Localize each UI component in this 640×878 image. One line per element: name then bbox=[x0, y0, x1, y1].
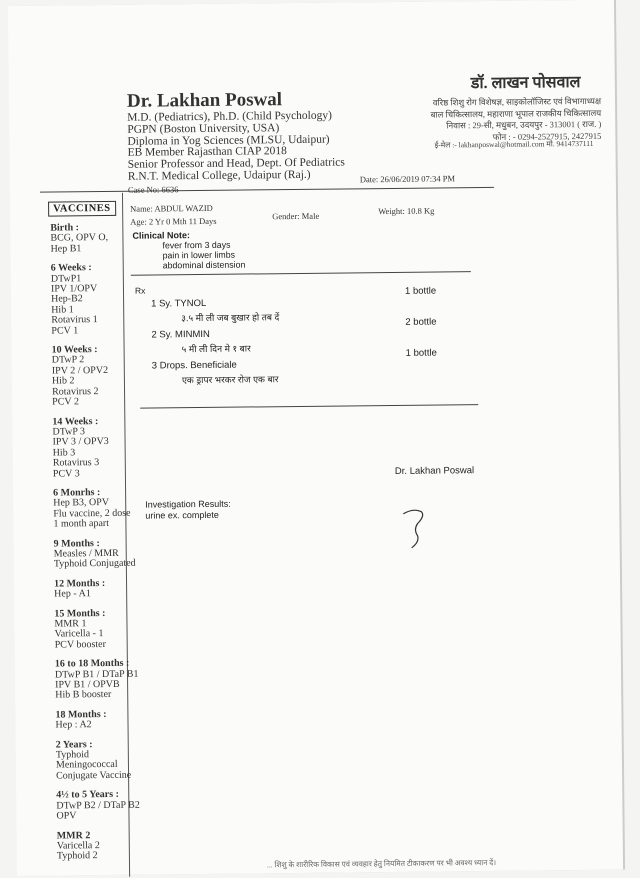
vaccine-item: Typhoid 2 bbox=[56, 850, 98, 862]
investigation-title: Investigation Results: bbox=[145, 498, 231, 510]
patient-age: Age: 2 Yr 0 Mth 11 Days bbox=[130, 215, 217, 227]
vaccine-item: IPV 2 / OPV2 bbox=[51, 364, 109, 377]
medicine-quantity: 1 bottle bbox=[404, 285, 437, 297]
clinical-note-line: fever from 3 days bbox=[162, 239, 231, 251]
vaccine-item: Hib 3 bbox=[52, 447, 76, 459]
hindi-line: फोन : - 0294-2527915, 2427915 bbox=[492, 130, 602, 142]
vaccine-item: PCV 2 bbox=[52, 396, 79, 408]
vaccine-item: PCV 1 bbox=[51, 324, 79, 337]
footer-note: ... शिशु के शारीरिक विकास एवं व्यवहार हेतु नियमित टीकाकरण पर भी अवश्य ध्यान दें। bbox=[266, 857, 497, 870]
vaccine-group-heading: 6 Weeks : bbox=[50, 262, 92, 274]
vaccine-item: MMR 1 bbox=[54, 618, 87, 630]
medicine-quantity: 1 bottle bbox=[405, 347, 437, 359]
vaccine-item: Varicella - 1 bbox=[54, 628, 104, 640]
visit-date: Date: 26/06/2019 07:34 PM bbox=[359, 173, 456, 185]
vaccine-group-heading: 2 Years : bbox=[55, 738, 93, 751]
hindi-line: वरिष्ठ शिशु रोग विशेषज्ञ, साइकोलॉजिस्ट एवं विभागाध्यक्ष bbox=[432, 95, 602, 108]
vaccine-group-heading: 10 Weeks : bbox=[51, 344, 98, 356]
vaccine-group bbox=[56, 739, 168, 782]
vaccine-item: Hib 1 bbox=[51, 304, 74, 316]
vaccine-item: PCV 3 bbox=[52, 467, 80, 480]
vaccine-item: DTwP1 bbox=[50, 272, 82, 285]
vaccine-item: DTwP B2 / DTaP B2 bbox=[56, 799, 140, 812]
vaccine-item: Varicella 2 bbox=[56, 839, 100, 852]
vaccine-group-heading: MMR 2 bbox=[56, 829, 91, 842]
qualification-line: R.N.T. Medical College, Udaipur (Raj.) bbox=[127, 168, 311, 183]
clinical-note-line: abdominal distension bbox=[162, 259, 246, 271]
qualification-line: Diploma in Yog Sciences (MLSU, Udaipur) bbox=[127, 133, 330, 148]
vaccine-item: Flu vaccine, 2 dose bbox=[53, 507, 131, 520]
clinical-note-line: pain in lower limbs bbox=[162, 249, 236, 261]
vaccine-item: PCV booster bbox=[54, 638, 106, 651]
vaccine-group-heading: 16 to 18 Months : bbox=[54, 657, 130, 670]
signature-name: Dr. Lakhan Poswal bbox=[394, 465, 475, 477]
doctor-name: Dr. Lakhan Poswal bbox=[126, 89, 283, 112]
clinical-note-title: Clinical Note: bbox=[132, 230, 190, 241]
qualification-line: EB Member Rajasthan CIAP 2018 bbox=[127, 145, 287, 160]
vaccine-group-heading: 4½ to 5 Years : bbox=[56, 789, 119, 801]
doctor-qualifications bbox=[127, 110, 358, 183]
vaccine-item: Hib B booster bbox=[55, 689, 112, 701]
header-divider bbox=[40, 187, 494, 193]
vaccine-item: Meningococcal bbox=[55, 759, 118, 772]
vaccine-item: Typhoid Conjugated bbox=[53, 558, 136, 570]
qualification-line: PGPN (Boston University, USA) bbox=[127, 121, 280, 136]
vaccine-item: IPV 1/OPV bbox=[50, 283, 98, 295]
vaccine-item: BCG, OPV O, bbox=[50, 232, 109, 244]
vaccine-group bbox=[57, 830, 169, 862]
vaccine-item: IPV B1 / OPVB bbox=[55, 678, 120, 691]
vaccine-group bbox=[54, 578, 166, 600]
prescription-divider bbox=[140, 404, 478, 409]
doctor-name-hindi: डॉ. लाखन पोसवाल bbox=[470, 74, 581, 93]
vaccine-item: Rotavirus 1 bbox=[51, 314, 98, 326]
contact-line: ई-मेल :- lakhanposwal@hotmail.com मो. 9414737111 bbox=[434, 138, 594, 150]
vaccine-item: 1 month apart bbox=[53, 518, 110, 530]
vaccine-item: Rotavirus 2 bbox=[51, 385, 99, 398]
vaccine-item: Conjugate Vaccine bbox=[56, 769, 132, 782]
vaccine-item: Hep B1 bbox=[50, 243, 82, 255]
rx-label: Rx bbox=[134, 285, 146, 296]
qualification-line: M.D. (Pediatrics), Ph.D. (Child Psychology) bbox=[127, 109, 332, 124]
vaccine-item: Typhoid bbox=[55, 749, 90, 761]
clinical-notes bbox=[162, 240, 245, 271]
vaccine-group bbox=[55, 659, 167, 702]
vaccine-item: Hep : A2 bbox=[55, 719, 92, 731]
hindi-line: बाल चिकित्सालय, महाराणा भूपाल राजकीय चिकित्सालय bbox=[430, 107, 602, 120]
vaccine-item: IPV 3 / OPV3 bbox=[52, 436, 109, 448]
vaccine-item: Hep - A1 bbox=[54, 588, 91, 600]
vaccine-group bbox=[52, 344, 165, 408]
vaccines-title: VACCINES bbox=[48, 201, 116, 217]
investigation-value: urine ex. complete bbox=[145, 509, 219, 521]
vaccine-group-heading: 14 Weeks : bbox=[52, 415, 99, 428]
vaccine-group bbox=[52, 416, 165, 480]
vaccine-group bbox=[54, 538, 166, 570]
medicine-name: 1 Sy. TYNOL bbox=[151, 297, 207, 310]
medicine-quantity: 2 bottle bbox=[405, 316, 437, 328]
vaccine-group-heading: 12 Months : bbox=[53, 577, 106, 590]
medicine-dosage: एक ड्रापर भरकर रोज एक बार bbox=[181, 374, 279, 386]
signature-mark-icon bbox=[397, 504, 433, 550]
vaccine-group-heading: Birth : bbox=[50, 222, 79, 234]
clinical-divider bbox=[131, 271, 471, 276]
vaccine-item: Measles / MMR bbox=[53, 547, 119, 560]
vaccine-item: DTwP 3 bbox=[52, 426, 86, 438]
vaccine-item: Hep-B2 bbox=[51, 293, 83, 306]
vaccine-item: DTwP 2 bbox=[51, 354, 85, 367]
vaccine-item: DTwP B1 / DTaP B1 bbox=[54, 668, 139, 681]
medicine-name: 3 Drops. Beneficiale bbox=[151, 359, 237, 372]
vaccine-item: OPV bbox=[56, 810, 77, 822]
medicine-dosage: ३.५ मी ली जब बुखार हो तब दें bbox=[181, 312, 280, 324]
vaccine-group-heading: 6 Monrhs : bbox=[53, 486, 101, 499]
patient-weight: Weight: 10.8 Kg bbox=[378, 205, 435, 217]
vaccine-item: Rotavirus 3 bbox=[52, 457, 100, 469]
vaccine-group-heading: 18 Months : bbox=[55, 708, 107, 721]
vaccine-item: Hep B3, OPV bbox=[53, 497, 110, 509]
vaccine-group bbox=[54, 608, 166, 651]
patient-gender: Gender: Male bbox=[272, 210, 320, 222]
vaccine-group bbox=[56, 790, 168, 822]
vaccine-item: Hib 2 bbox=[51, 375, 75, 387]
patient-name: Name: ABDUL WAZID bbox=[130, 202, 213, 214]
vaccine-group-heading: 15 Months : bbox=[54, 607, 106, 620]
hindi-line: निवास : 29-सी, मधुबन, उदयपुर - 313001 ( राज. ) bbox=[446, 118, 602, 131]
medicine-dosage: ५ मी ली दिन मे १ बार bbox=[181, 343, 251, 355]
prescription-page bbox=[8, 0, 623, 876]
vaccine-group bbox=[55, 709, 167, 731]
qualification-line: Senior Professor and Head, Dept. Of Pediatrics bbox=[127, 156, 345, 171]
case-number: Case No: 6636 bbox=[127, 184, 179, 195]
medicine-name: 2 Sy. MINMIN bbox=[151, 328, 210, 341]
vaccine-group-heading: 9 Months : bbox=[53, 537, 100, 550]
vaccine-schedule bbox=[50, 222, 169, 871]
hindi-address-block bbox=[401, 96, 601, 144]
